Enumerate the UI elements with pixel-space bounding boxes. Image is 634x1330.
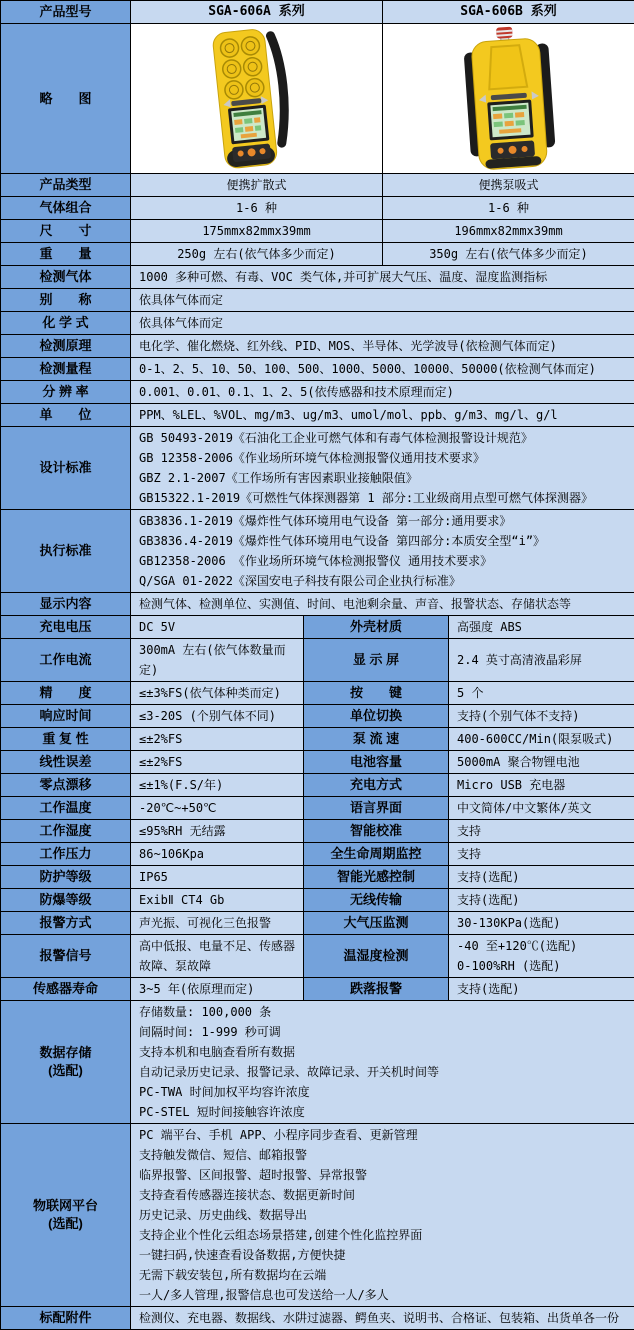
spec-row [1, 266, 634, 289]
header-series-b-cell: SGA-606B 系列 [383, 1, 634, 24]
value-cell-line: 0-100%RH (选配) [457, 959, 561, 973]
row-label-cell: 外壳材质 [304, 616, 449, 639]
spec-row [1, 427, 634, 510]
value-cell [131, 935, 304, 978]
value-cell-line: GB 50493-2019《石油化工企业可燃气体和有毒气体检测报警设计规范》 [139, 431, 533, 445]
row-label-cell: 工作温度 [1, 797, 131, 820]
row-label-cell: 充电电压 [1, 616, 131, 639]
row-label-cell [1, 1001, 131, 1124]
row-label-cell: 检测原理 [1, 335, 131, 358]
value-cell: ≤±3%FS(依气体种类而定) [131, 682, 304, 705]
row-label-cell: 显 示 屏 [304, 639, 449, 682]
row-label-line: (选配) [48, 1216, 83, 1231]
value-a-cell: 250g 左右(依气体多少而定) [131, 243, 383, 266]
sketch-label-cell: 略 图 [1, 24, 131, 174]
row-label-cell: 工作压力 [1, 843, 131, 866]
value-cell: IP65 [131, 866, 304, 889]
value-cell-line: 一键扫码,快速查看设备数据,方便快捷 [139, 1248, 346, 1262]
value-cell-line: 历史记录、历史曲线、数据导出 [139, 1208, 308, 1222]
value-cell-line: 高中低报、电量不足、传感器 [139, 939, 296, 953]
value-a-cell: 175mmx82mmx39mm [131, 220, 383, 243]
value-cell: Micro USB 充电器 [449, 774, 634, 797]
spec-row [1, 381, 634, 404]
row-label-cell: 零点漂移 [1, 774, 131, 797]
row-label-cell: 标配附件 [1, 1307, 131, 1330]
value-cell: 86~106Kpa [131, 843, 304, 866]
row-label-cell: 检测量程 [1, 358, 131, 381]
value-a-cell: 便携扩散式 [131, 174, 383, 197]
row-label-cell: 线性误差 [1, 751, 131, 774]
row-label-cell: 分 辨 率 [1, 381, 131, 404]
value-cell: 电化学、催化燃烧、红外线、PID、MOS、半导体、光学波导(依检测气体而定) [131, 335, 634, 358]
row-label-cell: 全生命周期监控 [304, 843, 449, 866]
value-cell: ≤±1%(F.S/年) [131, 774, 304, 797]
value-cell-line: 一人/多人管理,报警信息也可发送给一人/多人 [139, 1288, 389, 1302]
spec-row [1, 616, 634, 639]
spec-row [1, 197, 634, 220]
row-label-cell: 工作湿度 [1, 820, 131, 843]
value-cell: 支持(选配) [449, 889, 634, 912]
value-cell-line: 检测仪、充电器、数据线、水阱过滤器、鳄鱼夹、说明书、合格证、包装箱、出货单各一份 [139, 1311, 620, 1325]
value-cell: 支持(选配) [449, 978, 634, 1001]
spec-row [1, 978, 634, 1001]
row-label-cell: 智能校准 [304, 820, 449, 843]
value-cell: PPM、%LEL、%VOL、mg/m3、ug/m3、umol/mol、ppb、g/m3、mg/l、g/l [131, 404, 634, 427]
value-cell: 高强度 ABS [449, 616, 634, 639]
row-label-cell: 智能光感控制 [304, 866, 449, 889]
row-label-cell: 泵 流 速 [304, 728, 449, 751]
value-cell: 400-600CC/Min(限泵吸式) [449, 728, 634, 751]
value-cell: ≤95%RH 无结露 [131, 820, 304, 843]
spec-row [1, 639, 634, 682]
row-label-cell: 报警方式 [1, 912, 131, 935]
value-cell: 支持(个别气体不支持) [449, 705, 634, 728]
spec-row [1, 1307, 634, 1330]
sketch-image-b-cell [383, 24, 634, 174]
spec-row [1, 220, 634, 243]
value-cell: ≤±2%FS [131, 728, 304, 751]
value-cell: -20℃~+50℃ [131, 797, 304, 820]
value-cell [131, 510, 634, 593]
row-label-cell [1, 1124, 131, 1307]
value-cell: 30-130KPa(选配) [449, 912, 634, 935]
row-label-cell: 传感器寿命 [1, 978, 131, 1001]
spec-row [1, 751, 634, 774]
row-label-cell: 重 量 [1, 243, 131, 266]
row-label-cell: 气体组合 [1, 197, 131, 220]
row-label-cell: 报警信号 [1, 935, 131, 978]
device-a-image [177, 26, 337, 172]
value-cell: 支持 [449, 820, 634, 843]
row-label-cell: 检测气体 [1, 266, 131, 289]
value-cell-line: 无需下载安装包,所有数据均在云端 [139, 1268, 327, 1282]
spec-row [1, 174, 634, 197]
value-cell: 0-1、2、5、10、50、100、500、1000、5000、10000、50000(依检测气体而定) [131, 358, 634, 381]
spec-row [1, 289, 634, 312]
spec-row [1, 593, 634, 616]
row-label-cell: 产品类型 [1, 174, 131, 197]
row-label-cell: 跌落报警 [304, 978, 449, 1001]
value-cell [131, 427, 634, 510]
row-label-line: (选配) [48, 1063, 83, 1078]
value-cell-line: GB3836.1-2019《爆炸性气体环境用电气设备 第一部分:通用要求》 [139, 514, 512, 528]
spec-row [1, 774, 634, 797]
spec-row [1, 935, 634, 978]
value-cell: 2.4 英寸高清液晶彩屏 [449, 639, 634, 682]
spec-row [1, 843, 634, 866]
value-cell-line: 支持企业个性化云组态场景搭建,创建个性化监控界面 [139, 1228, 423, 1242]
value-cell-line: 间隔时间: 1-999 秒可调 [139, 1025, 281, 1039]
row-label-cell: 按 键 [304, 682, 449, 705]
value-cell-line: 支持触发微信、短信、邮箱报警 [139, 1148, 308, 1162]
value-cell-line: 检测气体、检测单位、实测值、时间、电池剩余量、声音、报警状态、存储状态等 [139, 597, 572, 611]
spec-row [1, 705, 634, 728]
value-b-cell: 196mmx82mmx39mm [383, 220, 634, 243]
value-cell-line: 支持本机和电脑查看所有数据 [139, 1045, 296, 1059]
value-cell [449, 935, 634, 978]
value-cell-line: 存储数量: 100,000 条 [139, 1005, 272, 1019]
value-cell: 0.001、0.01、0.1、1、2、5(依传感器和技术原理而定) [131, 381, 634, 404]
value-cell [131, 1307, 634, 1330]
spec-row [1, 1001, 634, 1124]
row-label-line: 物联网平台 [32, 1198, 98, 1213]
spec-row [1, 358, 634, 381]
device-b-image [429, 26, 589, 172]
value-cell-line: GB15322.1-2019《可燃性气体探测器第 1 部分:工业级商用点型可燃气体探测器》 [139, 491, 594, 505]
value-cell: DC 5V [131, 616, 304, 639]
row-label-cell: 充电方式 [304, 774, 449, 797]
header-series-a-cell: SGA-606A 系列 [131, 1, 383, 24]
spec-row [1, 820, 634, 843]
row-label-cell: 大气压监测 [304, 912, 449, 935]
value-cell: ExibⅡ CT4 Gb [131, 889, 304, 912]
spec-row [1, 335, 634, 358]
row-label-cell: 化 学 式 [1, 312, 131, 335]
value-cell: 5 个 [449, 682, 634, 705]
value-cell: 依具体气体而定 [131, 289, 634, 312]
value-cell-line: GB3836.4-2019《爆炸性气体环境用电气设备 第四部分:本质安全型“i”》 [139, 534, 546, 548]
value-cell-line: 支持查看传感器连接状态、数据更新时间 [139, 1188, 356, 1202]
value-cell-line: GB 12358-2006《作业场所环境气体检测报警仪通用技术要求》 [139, 451, 485, 465]
value-cell-line: GBZ 2.1-2007《工作场所有害因素职业接触限值》 [139, 471, 418, 485]
value-cell: 3~5 年(依原理而定) [131, 978, 304, 1001]
value-cell: 5000mA 聚合物锂电池 [449, 751, 634, 774]
value-cell: 支持(选配) [449, 866, 634, 889]
spec-row [1, 912, 634, 935]
value-cell: 声光振、可视化三色报警 [131, 912, 304, 935]
row-label-cell: 精 度 [1, 682, 131, 705]
value-cell-line: PC 端平台、手机 APP、小程序同步查看、更新管理 [139, 1128, 418, 1142]
value-cell: 依具体气体而定 [131, 312, 634, 335]
row-label-cell: 执行标准 [1, 510, 131, 593]
header-row [1, 1, 634, 24]
row-label-cell: 响应时间 [1, 705, 131, 728]
value-cell [131, 1001, 634, 1124]
value-cell-line: 自动记录历史记录、报警记录、故障记录、开关机时间等 [139, 1065, 440, 1079]
row-label-cell: 电池容量 [304, 751, 449, 774]
value-cell [131, 1124, 634, 1307]
row-label-cell: 单 位 [1, 404, 131, 427]
spec-row [1, 866, 634, 889]
row-label-cell: 防护等级 [1, 866, 131, 889]
sketch-image-a-cell [131, 24, 383, 174]
spec-row [1, 404, 634, 427]
row-label-cell: 无线传输 [304, 889, 449, 912]
value-cell-line: PC-TWA 时间加权平均容许浓度 [139, 1085, 310, 1099]
value-cell: 支持 [449, 843, 634, 866]
row-label-cell: 工作电流 [1, 639, 131, 682]
value-cell-line: -40 至+120℃(选配) [457, 939, 578, 953]
value-cell-line: 临界报警、区间报警、超时报警、异常报警 [139, 1168, 368, 1182]
row-label-cell: 尺 寸 [1, 220, 131, 243]
value-cell-line: 故障、泵故障 [139, 959, 212, 973]
value-b-cell: 便携泵吸式 [383, 174, 634, 197]
value-cell: 300mA 左右(依气体数量而定) [131, 639, 304, 682]
spec-row [1, 510, 634, 593]
value-cell: 1000 多种可燃、有毒、VOC 类气体,并可扩展大气压、温度、湿度监测指标 [131, 266, 634, 289]
header-label-cell: 产品型号 [1, 1, 131, 24]
value-cell: ≤±2%FS [131, 751, 304, 774]
spec-row [1, 312, 634, 335]
value-cell-line: PC-STEL 短时间接触容许浓度 [139, 1105, 305, 1119]
spec-row [1, 889, 634, 912]
spec-row [1, 797, 634, 820]
row-label-cell: 别 称 [1, 289, 131, 312]
value-a-cell: 1-6 种 [131, 197, 383, 220]
value-cell-line: GB12358-2006 《作业场所环境气体检测报警仪 通用技术要求》 [139, 554, 493, 568]
value-cell-line: Q/SGA 01-2022《深国安电子科技有限公司企业执行标准》 [139, 574, 461, 588]
spec-row [1, 728, 634, 751]
value-b-cell: 350g 左右(依气体多少而定) [383, 243, 634, 266]
spec-row [1, 1124, 634, 1307]
value-cell [131, 593, 634, 616]
value-cell: 中文简体/中文繁体/英文 [449, 797, 634, 820]
spec-row [1, 682, 634, 705]
value-b-cell: 1-6 种 [383, 197, 634, 220]
value-cell: ≤3-20S (个别气体不同) [131, 705, 304, 728]
row-label-line: 数据存储 [39, 1045, 92, 1060]
row-label-cell: 设计标准 [1, 427, 131, 510]
row-label-cell: 温湿度检测 [304, 935, 449, 978]
sketch-row [1, 24, 634, 174]
row-label-cell: 防爆等级 [1, 889, 131, 912]
row-label-cell: 显示内容 [1, 593, 131, 616]
row-label-cell: 单位切换 [304, 705, 449, 728]
row-label-cell: 语言界面 [304, 797, 449, 820]
spec-row [1, 243, 634, 266]
row-label-cell: 重 复 性 [1, 728, 131, 751]
